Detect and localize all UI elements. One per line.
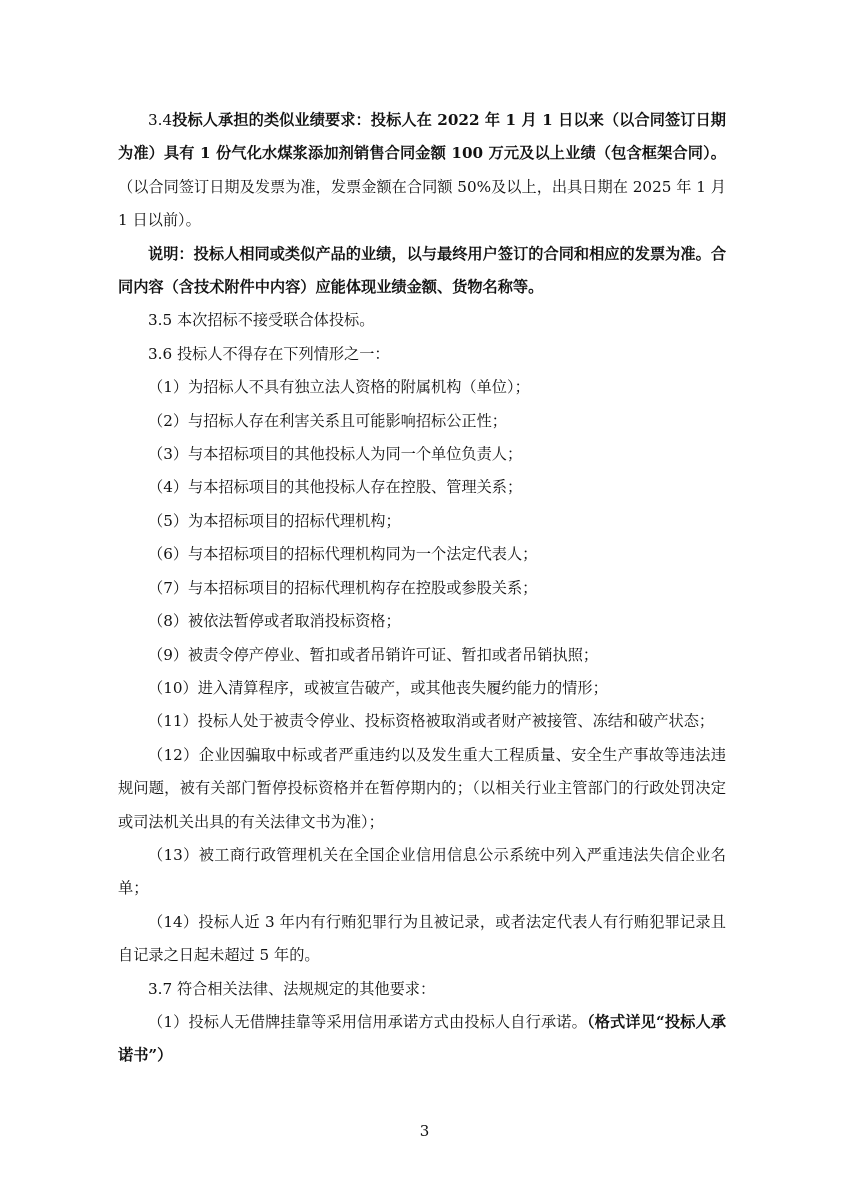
list-item: （12）企业因骗取中标或者严重违约以及发生重大工程质量、安全生产事故等违法违规问题，被有关部门暂停投标资格并在暂停期内的；（以相关行业主管部门的行政处罚决定或司法机关出具的有关法律文书为准）；	[118, 745, 726, 831]
list-item: （2）与招标人存在利害关系且可能影响招标公正性；	[148, 411, 507, 430]
page-number: 3	[419, 1122, 430, 1140]
credit-commitment-text: （1）投标人无借牌挂靠等采用信用承诺方式由投标人自行承诺。	[148, 1012, 587, 1031]
list-item: （3）与本招标项目的其他投标人为同一个单位负责人；	[148, 445, 523, 464]
list-item: （4）与本招标项目的其他投标人存在控股、管理关系；	[148, 478, 523, 497]
list-item: （5）为本招标项目的招标代理机构；	[148, 511, 401, 530]
explanation-paragraph: 说明：投标人相同或类似产品的业绩，以与最终用户签订的合同和相应的发票为准。合同内容（含技术附件中内容）应能体现业绩金额、货物名称等。	[118, 244, 726, 297]
section-number-3-4: 3.4	[148, 111, 173, 129]
paragraph-3-5: 3.5 本次招标不接受联合体投标。	[148, 311, 375, 330]
performance-requirement-note: （以合同签订日期及发票为准，发票金额在合同额 50%及以上，出具日期在 2025 年 1 月 1 日以前）。	[118, 177, 726, 230]
paragraph-3-6: 3.6 投标人不得存在下列情形之一：	[148, 344, 390, 363]
commitment-format-reference: （格式详见“投标人承诺书”）	[118, 1012, 726, 1065]
paragraph-3-4	[118, 104, 726, 238]
page-content	[118, 104, 726, 1073]
list-item: （11）投标人处于被责令停业、投标资格被取消或者财产被接管、冻结和破产状态；	[148, 712, 715, 731]
list-item: （8）被依法暂停或者取消投标资格；	[148, 612, 401, 631]
list-item: （10）进入清算程序，或被宣告破产，或其他丧失履约能力的情形；	[148, 678, 608, 697]
list-item: （13）被工商行政管理机关在全国企业信用信息公示系统中列入严重违法失信企业名单；	[118, 845, 726, 898]
list-item: （7）与本招标项目的招标代理机构存在控股或参股关系；	[148, 578, 538, 597]
paragraph-3-7-1	[118, 1006, 726, 1073]
paragraph-3-7: 3.7 符合相关法律、法规规定的其他要求：	[148, 979, 436, 998]
list-item: （6）与本招标项目的招标代理机构同为一个法定代表人；	[148, 545, 538, 564]
list-item: （9）被责令停产停业、暂扣或者吊销许可证、暂扣或者吊销执照；	[148, 645, 599, 664]
list-item: （1）为招标人不具有独立法人资格的附属机构（单位）；	[148, 378, 530, 397]
performance-requirement-bold: 投标人承担的类似业绩要求：投标人在 2022 年 1 月 1 日以来（以合同签订日期为准）具有 1 份气化水煤浆添加剂销售合同金额 100 万元及以上业绩（包含框架合同）。	[118, 111, 726, 163]
list-item: （14）投标人近 3 年内有行贿犯罪行为且被记录，或者法定代表人有行贿犯罪记录且自记录之日起未超过 5 年的。	[118, 912, 726, 965]
